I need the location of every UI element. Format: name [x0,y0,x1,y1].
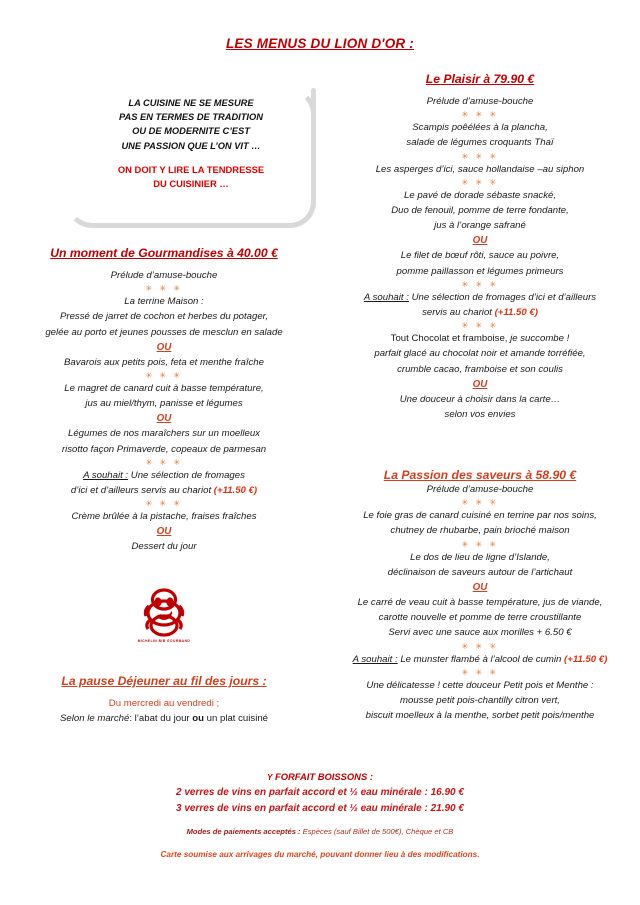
star-separator: ✳ ✳ ✳ [461,279,499,289]
menu-line: Prélude d’amuse-bouche [110,270,218,281]
supplement-price: (+11.50 €) [213,485,258,497]
menu-line: carotte nouvelle et pomme de terre croustillante [378,612,582,624]
section-heading: Le Plaisir à 79.90 € [425,72,535,86]
page-title: LES MENUS DU LION D'OR : [225,36,414,51]
section-heading: La Passion des saveurs à 58.90 € [383,468,577,482]
menu-line: Crème brûlée à la pistache, fraises fraîches [71,511,257,523]
menu-line: Légumes de nos maraîchers sur un moelleux [68,428,260,440]
star-separator: ✳ ✳ ✳ [461,321,499,331]
menu-line: Scampis poêélées à la plancha, [412,122,548,134]
cheese-course-line [330,652,630,667]
spacer [78,153,304,163]
quote-line: LA CUISINE NE SE MESURE [128,98,254,108]
cheese-course-line [330,290,630,305]
star-separator: ✳ ✳ ✳ [461,110,499,120]
cheese-course-line [14,468,314,483]
star-separator: ✳ ✳ ✳ [461,667,499,677]
cheese-text: Le munster flambé à l’alcool de cumin [397,653,565,665]
menu-line: risotto façon Primaverde, copeaux de parmesan [61,443,267,455]
menu-line: jus au miel/thym, panisse et légumes [85,398,243,410]
star-separator: ✳ ✳ ✳ [461,151,499,161]
menu-line: Le filet de bœuf rôti, sauce au poivre, [400,250,560,262]
menu-line: Les asperges d’ici, sauce hollandaise –au siphon [375,163,585,175]
star-separator: ✳ ✳ ✳ [145,371,183,381]
menu-line: Pressé de jarret de cochon et herbes du potager, [60,311,268,323]
market-disclaimer: Carte soumise aux arrivages du marché, pouvant donner lieu à des modifications. [160,850,480,859]
menu-line: selon vos envies [444,409,516,421]
or-separator: OU [472,378,488,390]
star-separator: ✳ ✳ ✳ [461,498,499,508]
or-separator: OU [472,235,488,247]
cheese-text: d’ici et d’ailleurs servis au chariot [70,485,214,497]
supplement-price: (+11.50 €) [494,307,538,319]
menu-line: crumble cacao, framboise et son coulis [397,363,563,375]
market-or: ou [192,713,204,725]
menu-line: Du mercredi au vendredi ; [108,698,220,709]
quote-line: PAS EN TERMES DE TRADITION [119,112,263,123]
cheese-label: A souhait : [83,469,129,481]
menu-line: parfait glacé au chocolat noir et amande torréfiée, [374,348,586,360]
menu-line: déclinaison de saveurs autour de l’artichaut [387,566,573,578]
payment-text: Espèces (sauf Billet de 500€), Chèque et CB [300,827,454,836]
menu-line: Le pavé de dorade sébaste snacké, [403,189,556,201]
drinks-option: 3 verres de vins en parfait accord et ½ eau minérale : 21.90 € [176,802,464,814]
menu-line: mousse petit pois-chantilly citron vert, [400,695,560,707]
menu-line: Servi avec une sauce aux morilles + 6.50 € [388,627,572,639]
wine-glass-icon: Υ [267,773,273,782]
quote-line: UNE PASSION QUE L’ON VIT … [121,140,261,151]
menu-passion [330,468,630,723]
cheese-label: A souhait : [363,291,409,303]
menu-line [330,331,630,346]
cheese-text: Une sélection de fromages d’ici et d’ailleurs [408,291,597,303]
market-text: : l’abat du jour [129,713,193,725]
menu-line: Duo de fenouil, pomme de terre fondante, [391,205,569,217]
menu-line: salade de légumes croquants Thaï [406,137,554,149]
menu-line [14,711,314,726]
cheese-text: Une sélection de fromages [128,469,245,481]
star-separator: ✳ ✳ ✳ [145,284,183,294]
menu-gourmandises [14,246,314,555]
section-heading: Un moment de Gourmandises à 40.00 € [50,246,278,260]
supplement-price: (+11.50 €) [564,653,608,665]
quote-highlight-line: DU CUISINIER … [153,178,229,190]
menu-line: Le dos de lieu de ligne d’Islande, [410,551,550,563]
drinks-package-heading [0,770,640,785]
drinks-package-title: FORFAIT BOISSONS : [275,771,373,782]
dessert-text: Tout Chocolat et framboise, [390,333,511,345]
spacer [14,260,314,268]
cheese-label: A souhait : [352,653,398,665]
market-label: Selon le marché [60,713,130,725]
star-separator: ✳ ✳ ✳ [145,499,183,509]
menu-dejeuner [14,674,314,726]
menu-line: Prélude d’amuse-bouche [426,484,534,495]
footer [0,770,640,862]
menu-plaisir [330,72,630,422]
menu-line: Une délicatesse ! cette douceur Petit pois et Menthe : [366,679,594,691]
menu-line: chutney de rhubarbe, pain brioché maison [390,525,570,537]
callout-text [66,88,316,192]
menu-line: pomme paillasson et légumes primeurs [396,265,564,277]
star-separator: ✳ ✳ ✳ [461,539,499,549]
or-separator: OU [156,526,172,538]
menu-line: Le foie gras de canard cuisiné en terrine par nos soins, [363,510,597,522]
spacer [330,86,630,94]
cheese-course-line [14,483,314,498]
drinks-option: 2 verres de vins en parfait accord et ½ eau minérale : 16.90 € [176,787,464,798]
quote-line: OU DE MODERNITE C’EST [132,126,250,137]
menu-line: Bavarois aux petits pois, feta et menthe fraîche [64,356,264,368]
menu-line: gelée au porto et jeunes pousses de mesclun en salade [45,326,283,338]
menu-line: Dessert du jour [131,541,197,553]
michelin-bib-gourmand-icon [127,586,201,643]
menu-line: La terrine Maison : [124,296,204,308]
cheese-course-line [330,305,630,320]
menu-line: Le magret de canard cuit à basse température, [64,383,264,395]
cheese-text: servis au chariot [422,307,495,319]
star-separator: ✳ ✳ ✳ [461,641,499,651]
dessert-emphasis: je succombe ! [510,333,570,345]
payment-methods [0,825,640,839]
chef-quote-callout [66,88,316,228]
menu-line: biscuit moelleux à la menthe, sorbet petit pois/menthe [365,710,595,722]
star-separator: ✳ ✳ ✳ [461,177,499,187]
menu-line: jus à l’orange safrané [434,220,526,232]
spacer [14,688,314,696]
or-separator: OU [156,341,172,353]
or-separator: OU [156,413,172,425]
michelin-logo-block [14,586,314,643]
menu-line: Prélude d’amuse-bouche [426,96,534,107]
quote-highlight-line: ON DOIT Y LIRE LA TENDRESSE [117,163,265,175]
star-separator: ✳ ✳ ✳ [145,457,183,467]
market-text-end: un plat cuisiné [204,713,268,725]
or-separator: OU [472,582,488,594]
menu-line: Le carré de veau cuit à basse température, jus de viande, [357,597,603,609]
section-heading: La pause Déjeuner au fil des jours : [61,674,267,688]
menu-line: Une douceur à choisir dans la carte… [399,393,561,405]
michelin-caption: MICHELIN BIB GOURMAND [137,638,191,644]
payment-label: Modes de paiements acceptés : [186,827,301,836]
